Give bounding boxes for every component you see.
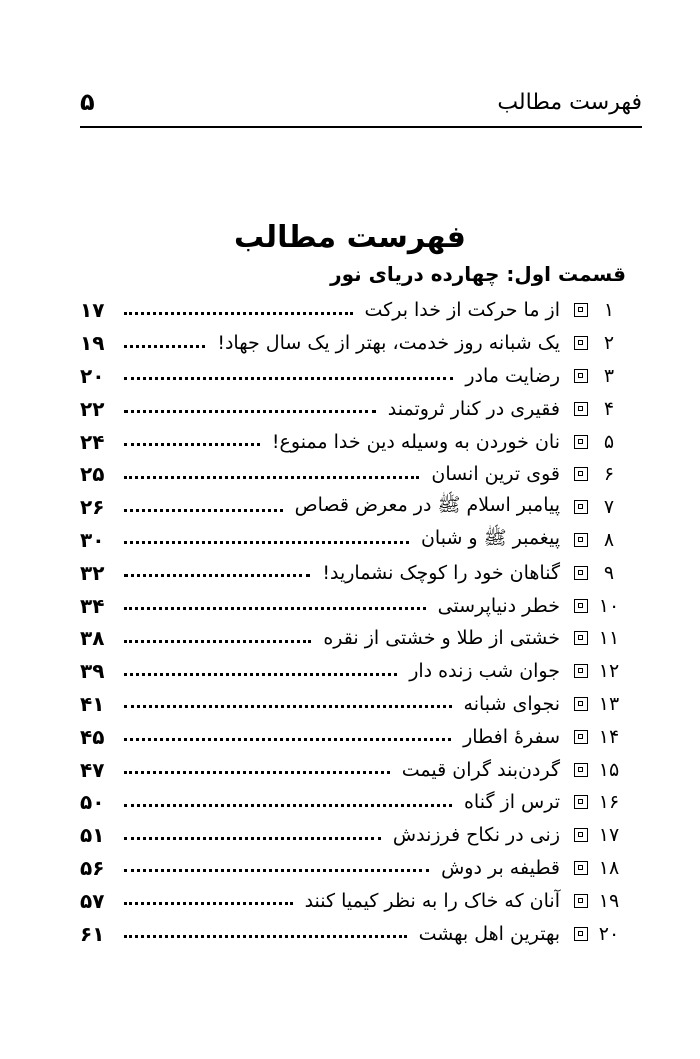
toc-entry-title: از ما حرکت از خدا برکت xyxy=(364,299,560,322)
toc-entry xyxy=(80,327,626,360)
square-bullet-icon xyxy=(574,435,588,449)
square-bullet-icon xyxy=(574,566,588,580)
toc-entry-title: بهترین اهل بهشت xyxy=(418,922,560,945)
toc-entry xyxy=(80,392,626,425)
toc-entry-page: ۲۵ xyxy=(80,462,105,487)
toc-entry-page: ۲۴ xyxy=(80,429,105,454)
dot-leader xyxy=(124,804,452,807)
toc-entry-number: ۱۱ xyxy=(598,627,620,650)
toc-entry-page: ۵۱ xyxy=(80,823,105,848)
square-bullet-icon xyxy=(574,402,588,416)
square-bullet-icon xyxy=(574,861,588,875)
toc-entry-title: پیغمبر ﷺ و شبان xyxy=(420,526,560,549)
running-title: فهرست مطالب xyxy=(497,90,642,115)
page-title: فهرست مطالب xyxy=(234,220,466,255)
toc-entry-number: ۱۰ xyxy=(598,594,620,617)
dot-leader xyxy=(124,509,283,512)
toc-entry-number: ۳ xyxy=(603,364,615,387)
dot-leader xyxy=(124,640,311,643)
toc-entry-page: ۱۷ xyxy=(80,298,105,323)
toc-entry-title: جوان شب زنده دار xyxy=(409,660,560,683)
square-bullet-icon xyxy=(574,763,588,777)
toc-entry-number: ۸ xyxy=(603,528,615,551)
toc-entry-number: ۲۰ xyxy=(598,922,620,945)
dot-leader xyxy=(124,869,429,872)
toc-entry-number: ۱۲ xyxy=(598,660,620,683)
toc-entry-number: ۵ xyxy=(603,430,615,453)
toc-entry-title: قوی ترین انسان xyxy=(431,463,560,486)
dot-leader xyxy=(124,541,409,544)
toc-entry-title: نان خوردن به وسیله دین خدا ممنوع! xyxy=(271,430,560,453)
square-bullet-icon xyxy=(574,369,588,383)
toc-entry-number: ۲ xyxy=(603,332,615,355)
toc-entry-number: ۱۸ xyxy=(598,856,620,879)
toc-entry-title: گناهان خود را کوچک نشمارید! xyxy=(322,561,560,584)
toc-entry-number: ۱ xyxy=(603,299,615,322)
toc-entry-title: یک شبانه روز خدمت، بهتر از یک سال جهاد! xyxy=(217,332,560,355)
toc-entry-title: رضایت مادر xyxy=(465,364,560,387)
toc-entry-title: پیامبر اسلام ﷺ در معرض قصاص xyxy=(294,494,560,517)
dot-leader xyxy=(124,410,376,413)
dot-leader xyxy=(124,476,419,479)
toc-entry-number: ۱۷ xyxy=(598,824,620,847)
toc-entry-page: ۲۲ xyxy=(80,396,105,421)
toc-entry-number: ۹ xyxy=(603,561,615,584)
toc-entry xyxy=(80,556,626,589)
running-header xyxy=(80,88,642,126)
toc-entry-title: قطیفه بر دوش xyxy=(441,856,560,879)
toc-entry-number: ۶ xyxy=(603,463,615,486)
dot-leader xyxy=(124,935,407,938)
toc-entry-title: خطر دنیاپرستی xyxy=(437,594,560,617)
toc-entry-title: فقیری در کنار ثروتمند xyxy=(387,397,560,420)
dot-leader xyxy=(124,443,260,446)
square-bullet-icon xyxy=(574,664,588,678)
dot-leader xyxy=(124,312,353,315)
toc-entry-title: نجوای شبانه xyxy=(463,692,560,715)
square-bullet-icon xyxy=(574,697,588,711)
square-bullet-icon xyxy=(574,599,588,613)
toc-entry xyxy=(80,655,626,688)
toc-entry-page: ۵۷ xyxy=(80,888,105,913)
toc-entry xyxy=(80,852,626,885)
toc-entry-number: ۱۹ xyxy=(598,889,620,912)
dot-leader xyxy=(124,738,451,741)
toc-entry-page: ۵۶ xyxy=(80,855,105,880)
toc-entry xyxy=(80,688,626,721)
page-number: ۵ xyxy=(80,88,95,116)
toc-entry xyxy=(80,622,626,655)
dot-leader xyxy=(124,607,426,610)
dot-leader xyxy=(124,902,293,905)
toc-entry-title: زنی در نکاح فرزندش xyxy=(392,824,560,847)
header-rule xyxy=(80,126,642,128)
toc-entry xyxy=(80,589,626,622)
square-bullet-icon xyxy=(574,336,588,350)
toc-entry xyxy=(80,294,626,327)
square-bullet-icon xyxy=(574,303,588,317)
toc-entry-page: ۱۹ xyxy=(80,331,105,356)
toc-entry xyxy=(80,917,626,950)
square-bullet-icon xyxy=(574,894,588,908)
toc-entry-title: سفرهٔ افطار xyxy=(463,725,560,748)
toc-entry-number: ۴ xyxy=(603,397,615,420)
section-title: قسمت اول: چهارده دریای نور xyxy=(330,262,626,286)
toc-entry-page: ۲۰ xyxy=(80,363,105,388)
toc-entry xyxy=(80,425,626,458)
dot-leader xyxy=(124,771,390,774)
toc-entry-page: ۴۷ xyxy=(80,757,105,782)
toc-entry xyxy=(80,753,626,786)
toc-entry-page: ۴۱ xyxy=(80,691,105,716)
toc-entry-page: ۵۰ xyxy=(80,790,105,815)
toc-entry-title: خشتی از طلا و خشتی از نقره xyxy=(323,627,560,650)
toc-entry-page: ۳۸ xyxy=(80,626,105,651)
toc-entry-number: ۱۵ xyxy=(598,758,620,781)
toc-entry-number: ۱۴ xyxy=(598,725,620,748)
square-bullet-icon xyxy=(574,500,588,514)
toc-entry xyxy=(80,360,626,393)
dot-leader xyxy=(124,574,310,577)
toc-entry-page: ۲۶ xyxy=(80,495,105,520)
dot-leader xyxy=(124,705,452,708)
table-of-contents xyxy=(80,294,626,950)
square-bullet-icon xyxy=(574,730,588,744)
toc-entry xyxy=(80,458,626,491)
toc-entry-page: ۳۰ xyxy=(80,527,105,552)
toc-entry-number: ۱۶ xyxy=(598,791,620,814)
toc-entry-title: ترس از گناه xyxy=(463,791,560,814)
toc-entry-number: ۷ xyxy=(603,496,615,519)
toc-entry-page: ۳۹ xyxy=(80,659,105,684)
toc-entry-page: ۳۲ xyxy=(80,560,105,585)
toc-entry-page: ۴۵ xyxy=(80,724,105,749)
dot-leader xyxy=(124,345,205,348)
toc-entry-title: گردن‌بند گران قیمت xyxy=(401,758,560,781)
toc-entry xyxy=(80,819,626,852)
toc-entry xyxy=(80,524,626,557)
toc-entry-number: ۱۳ xyxy=(598,692,620,715)
dot-leader xyxy=(124,673,397,676)
square-bullet-icon xyxy=(574,631,588,645)
toc-entry-title: آنان که خاک را به نظر کیمیا کنند xyxy=(304,889,560,912)
toc-entry xyxy=(80,720,626,753)
square-bullet-icon xyxy=(574,533,588,547)
toc-entry xyxy=(80,491,626,524)
toc-entry xyxy=(80,786,626,819)
square-bullet-icon xyxy=(574,795,588,809)
toc-entry-page: ۳۴ xyxy=(80,593,105,618)
square-bullet-icon xyxy=(574,467,588,481)
square-bullet-icon xyxy=(574,828,588,842)
square-bullet-icon xyxy=(574,927,588,941)
toc-entry xyxy=(80,884,626,917)
dot-leader xyxy=(124,377,453,380)
dot-leader xyxy=(124,837,381,840)
toc-entry-page: ۶۱ xyxy=(80,921,105,946)
